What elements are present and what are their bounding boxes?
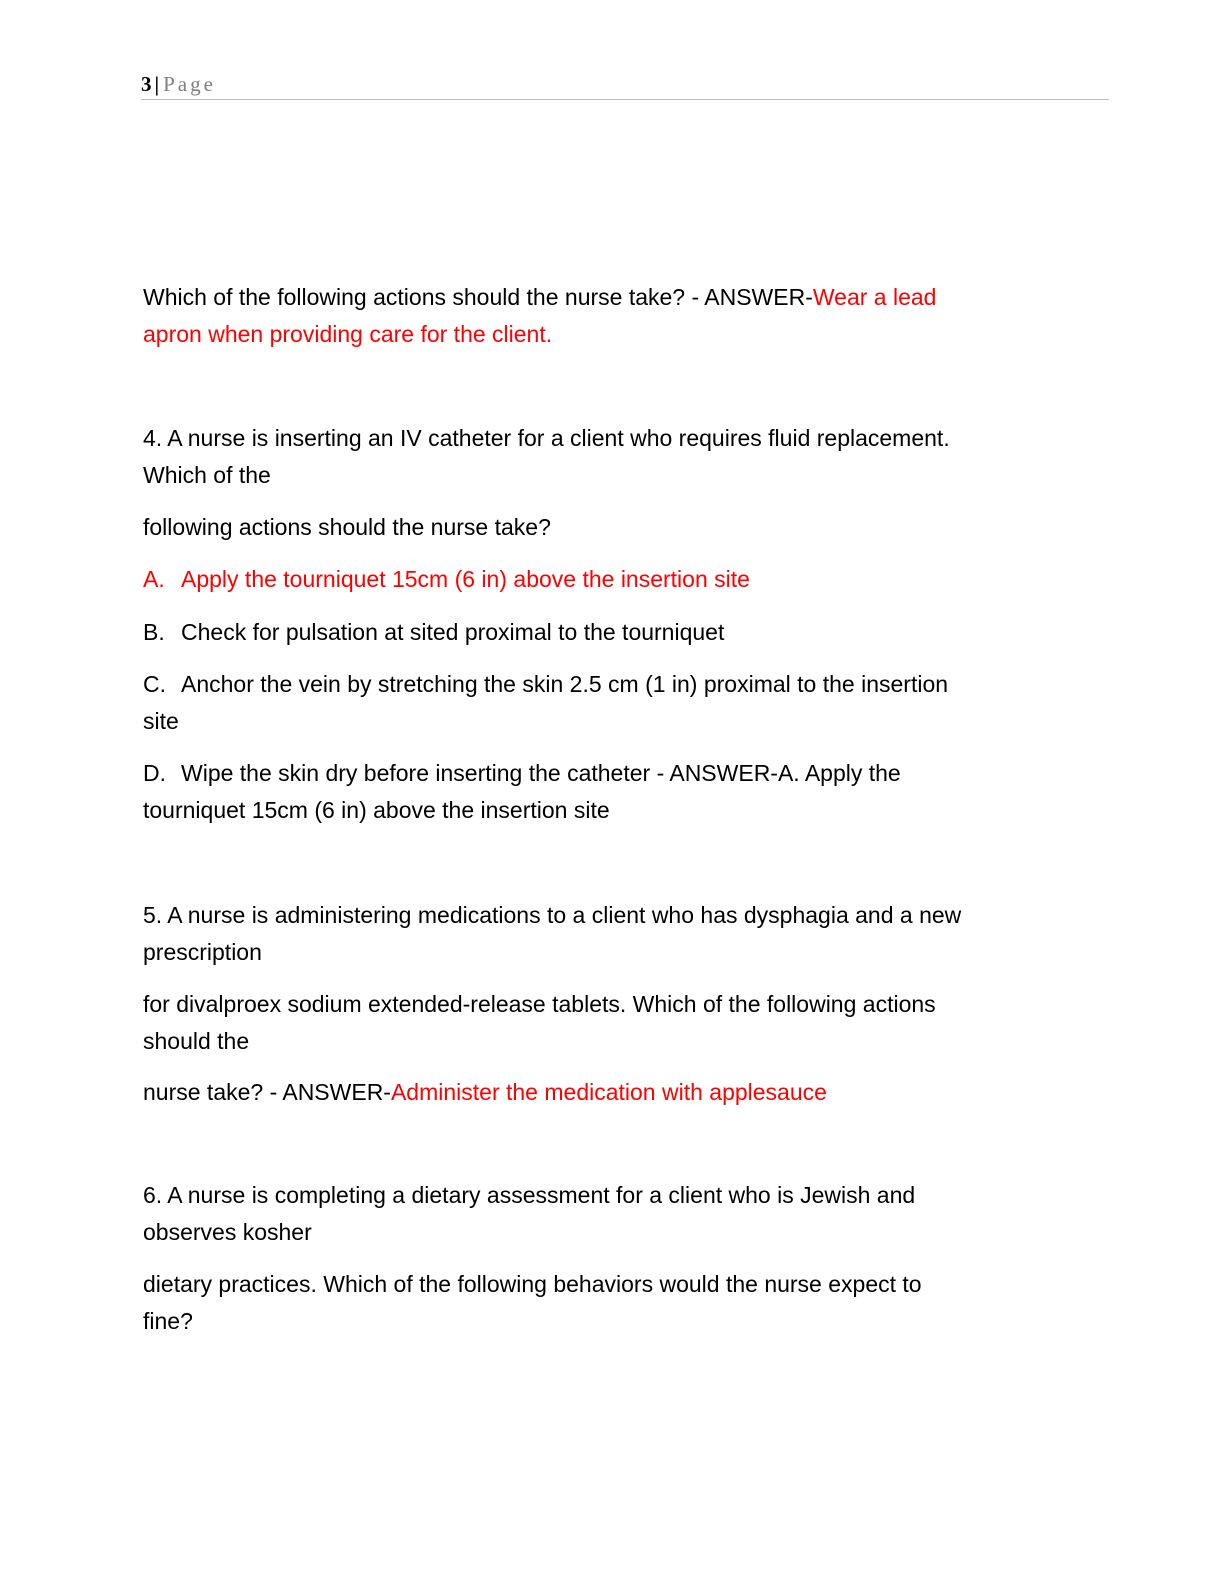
page-header [141,70,1109,100]
q4-line-1: 4. A nurse is inserting an IV catheter for a client who requires fluid replacement. [143,425,950,451]
q4-option-c [143,669,1063,699]
q4-option-c-letter: C. [143,671,166,697]
q5-answer-prefix: nurse take? - ANSWER- [143,1079,391,1105]
q6-line-3: dietary practices. Which of the following behaviors would the nurse expect to [143,1271,922,1297]
q3-question-end: Which of the following actions should the nurse take? - ANSWER- [143,284,813,310]
q4-option-d-continued: tourniquet 15cm (6 in) above the insertion site [143,797,610,823]
q4-option-a [143,564,1063,594]
q4-option-b-letter: B. [143,619,165,645]
q5-line-1: 5. A nurse is administering medications to a client who has dysphagia and a new [143,902,962,928]
q6-line-2: observes kosher [143,1219,312,1245]
q4-option-a-text: Apply the tourniquet 15cm (6 in) above the insertion site [181,566,750,592]
q5-line-5 [143,1077,1063,1107]
q4-option-b [143,617,1063,647]
page-label: Page [163,72,216,96]
q6-line-1: 6. A nurse is completing a dietary assessment for a client who is Jewish and [143,1182,916,1208]
q5-line-3: for divalproex sodium extended-release tablets. Which of the following actions [143,991,936,1017]
q4-option-d-letter: D. [143,760,166,786]
q4-option-d [143,758,1063,788]
page-number-separator: | [154,72,160,96]
q5-line-2: prescription [143,939,262,965]
q4-option-c-continued: site [143,708,179,734]
page-number: 3 [141,72,152,96]
q3-answer-part-2: apron when providing care for the client. [143,321,553,347]
q6-line-4: fine? [143,1308,193,1334]
q3-line-1 [143,282,1063,312]
q4-option-a-letter: A. [143,566,165,592]
q4-line-2: Which of the [143,462,271,488]
q4-option-c-text: Anchor the vein by stretching the skin 2.5 cm (1 in) proximal to the insertion [181,671,949,697]
q4-option-b-text: Check for pulsation at sited proximal to the tourniquet [181,619,725,645]
q5-answer: Administer the medication with applesauce [390,1079,827,1105]
q4-line-3: following actions should the nurse take? [143,514,551,540]
q4-option-d-text: Wipe the skin dry before inserting the catheter - ANSWER-A. Apply the [181,760,901,786]
q3-answer-part-1: Wear a lead [812,284,937,310]
q5-line-4: should the [143,1028,250,1054]
page-header-text [141,70,1109,99]
